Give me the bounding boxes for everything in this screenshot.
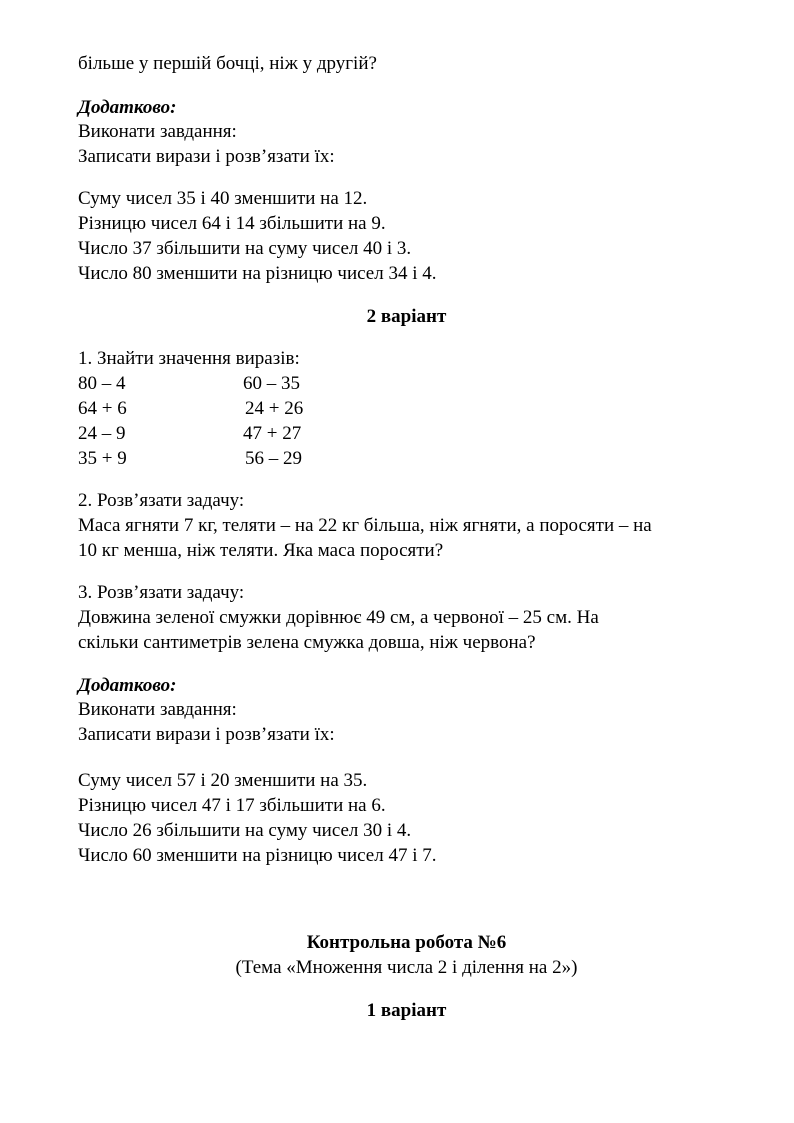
extra2-item: Різницю чисел 47 і 17 збільшити на 6. (78, 795, 386, 816)
test-subtitle: (Тема «Множення числа 2 і ділення на 2») (235, 957, 578, 978)
expression-left: 24 – 9 (78, 423, 126, 444)
expression-right: 24 + 26 (245, 398, 304, 419)
task3-heading: 3. Розв’язати задачу: (78, 582, 245, 603)
task2-text-line: Маса ягняти 7 кг, теляти – на 22 кг більша, ніж ягняти, а поросяти – на (78, 515, 652, 536)
extra-task-2: Виконати завдання: (78, 699, 237, 720)
continuation-text: більше у першій бочці, ніж у другій? (78, 53, 377, 74)
test-title: Контрольна робота №6 (306, 932, 507, 953)
extra1-item: Різницю чисел 64 і 14 збільшити на 9. (78, 213, 386, 234)
task1-heading: 1. Знайти значення виразів: (78, 348, 300, 369)
extra2-item: Число 60 зменшити на різницю чисел 47 і 7. (78, 845, 437, 866)
extra2-item: Суму чисел 57 і 20 зменшити на 35. (78, 770, 368, 791)
extra-instruction-1: Записати вирази і розв’язати їх: (78, 146, 335, 167)
expression-right: 56 – 29 (245, 448, 302, 469)
extra-heading-1: Додатково: (78, 97, 177, 118)
expression-left: 64 + 6 (78, 398, 127, 419)
task2-heading: 2. Розв’язати задачу: (78, 490, 245, 511)
extra-heading-2: Додатково: (78, 675, 177, 696)
extra-task-1: Виконати завдання: (78, 121, 237, 142)
expression-right: 47 + 27 (243, 423, 302, 444)
task2-text-line: 10 кг менша, ніж теляти. Яка маса поросяти? (78, 540, 444, 561)
variant-1-title: 1 варіант (366, 1000, 447, 1021)
variant-2-title: 2 варіант (366, 306, 447, 327)
extra-instruction-2: Записати вирази і розв’язати їх: (78, 724, 335, 745)
extra1-item: Число 80 зменшити на різницю чисел 34 і 4. (78, 263, 437, 284)
extra1-item: Число 37 збільшити на суму чисел 40 і 3. (78, 238, 412, 259)
expression-right: 60 – 35 (243, 373, 300, 394)
task3-text-line: Довжина зеленої смужки дорівнює 49 см, а червоної – 25 см. На (78, 607, 599, 628)
extra1-item: Суму чисел 35 і 40 зменшити на 12. (78, 188, 368, 209)
task3-text-line: скільки сантиметрів зелена смужка довша, ніж червона? (78, 632, 536, 653)
expression-left: 35 + 9 (78, 448, 127, 469)
extra2-item: Число 26 збільшити на суму чисел 30 і 4. (78, 820, 412, 841)
expression-left: 80 – 4 (78, 373, 126, 394)
